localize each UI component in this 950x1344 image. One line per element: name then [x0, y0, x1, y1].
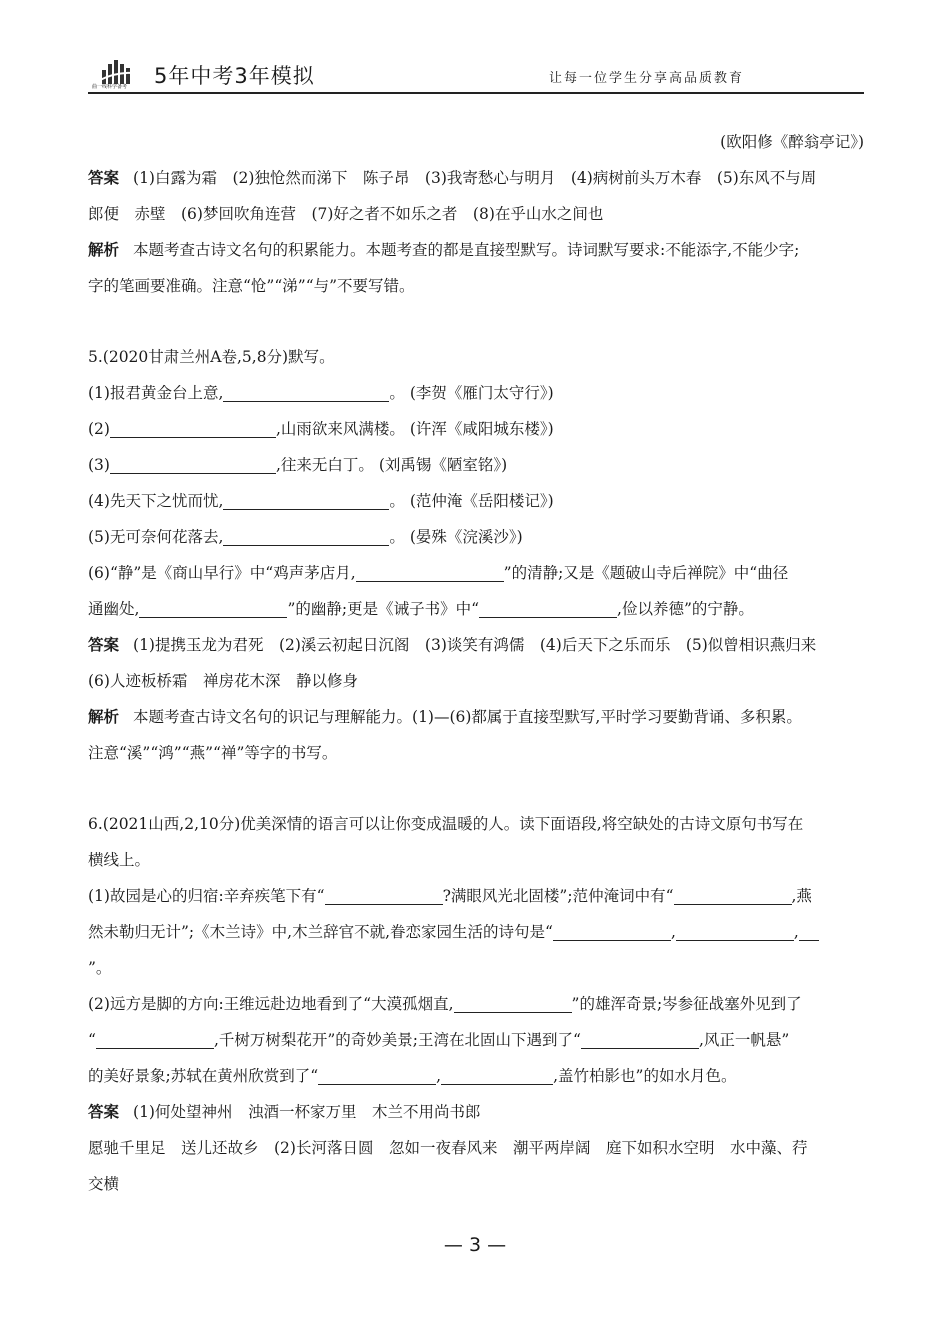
prev-analysis-line-1: 解析 本题考查古诗文名句的积累能力。本题考查的都是直接型默写。诗词默写要求:不能添字,不能少字;: [88, 241, 800, 259]
q6-answer-line-1: 答案 (1)何处望神州 浊酒一杯家万里 木兰不用尚书郎: [88, 1103, 481, 1121]
answer-blank[interactable]: [96, 1028, 214, 1049]
q6-stem-line-1: 6.(2021山西,2,10分)优美深情的语言可以让你变成温暖的人。读下面语段,将空缺处的古诗文原句书写在: [88, 815, 804, 833]
answer-blank[interactable]: [318, 1064, 436, 1085]
q5-item-2: (2) ,山雨欲来风满楼。 (许浑《咸阳城东楼》): [88, 411, 864, 447]
q6-part-1-cont: 然未勒归无计”;《木兰诗》中,木兰辞官不就,眷恋家园生活的诗句是“ , ,: [88, 914, 864, 950]
answer-blank[interactable]: [325, 884, 443, 905]
q6-part-2: (2)远方是脚的方向:王维远赴边地看到了“大漠孤烟直, ”的雄浑奇景;岑参征战塞外见到了: [88, 986, 864, 1022]
page-number: — 3 —: [443, 1234, 507, 1256]
q5-answer-line-2: (6)人迹板桥霜 禅房花木深 静以修身: [88, 672, 358, 690]
q5-item-5: (5)无可奈何花落去, 。 (晏殊《浣溪沙》): [88, 519, 864, 555]
q5-item-3: (3) ,往来无白丁。 (刘禹锡《陋室铭》): [88, 447, 864, 483]
q6-stem-line-2: 横线上。: [88, 851, 151, 869]
q5-item-4: (4)先天下之忧而忧, 。 (范仲淹《岳阳楼记》): [88, 483, 864, 519]
q6-part-1-end: ”。: [88, 959, 112, 977]
logo-caption: 曲一线科学备考: [92, 84, 128, 90]
answer-label: 答案: [88, 1103, 120, 1121]
answer-blank[interactable]: [553, 920, 671, 941]
q5-analysis-line-1: 解析 本题考查古诗文名句的识记与理解能力。(1)—(6)都属于直接型默写,平时学习要勤背诵、多积累。: [88, 708, 802, 726]
answer-blank[interactable]: [356, 561, 504, 582]
prev-answer-line-1: 答案 (1)白露为霜 (2)独怆然而涕下 陈子昂 (3)我寄愁心与明月 (4)病树前头万木春 (5)东风不与周: [88, 169, 817, 187]
q6-part-2-cont: “ ,千树万树梨花开”的奇妙美景;王湾在北固山下遇到了“ ,风正一帆悬”: [88, 1022, 864, 1058]
q5-answer-line-1: 答案 (1)提携玉龙为君死 (2)溪云初起日沉阁 (3)谈笑有鸿儒 (4)后天下之乐而乐 (5)似曾相识燕归来: [88, 636, 817, 654]
answer-blank[interactable]: [139, 597, 287, 618]
answer-label: 答案: [88, 169, 120, 187]
page-header: [88, 54, 864, 94]
answer-blank[interactable]: [110, 417, 276, 438]
answer-blank[interactable]: [674, 884, 792, 905]
answer-blank[interactable]: [110, 453, 276, 474]
q6-part-2-end: 的美好景象;苏轼在黄州欣赏到了“ , ,盖竹柏影也”的如水月色。: [88, 1058, 864, 1094]
answer-blank[interactable]: [223, 381, 389, 402]
q5-item-6: (6)“静”是《商山早行》中“鸡声茅店月, ”的清静;又是《题破山寺后禅院》中“曲径: [88, 555, 864, 591]
answer-blank[interactable]: [441, 1064, 553, 1085]
prev-answer-line-2: 郎便 赤壁 (6)梦回吹角连营 (7)好之者不如乐之者 (8)在乎山水之间也: [88, 205, 604, 223]
answer-blank[interactable]: [676, 920, 794, 941]
analysis-label: 解析: [88, 241, 120, 259]
q5-item-6-cont: 通幽处, ”的幽静;更是《诫子书》中“ ,俭以养德”的宁静。: [88, 591, 864, 627]
answer-blank[interactable]: [479, 597, 617, 618]
q5-item-1: (1)报君黄金台上意, 。 (李贺《雁门太守行》): [88, 375, 864, 411]
q5-stem: 5.(2020甘肃兰州A卷,5,8分)默写。: [88, 348, 335, 366]
analysis-label: 解析: [88, 708, 120, 726]
answer-blank[interactable]: [223, 489, 389, 510]
q5-analysis-line-2: 注意“溪”“鸿”“燕”“禅”等字的书写。: [88, 744, 338, 762]
answer-blank[interactable]: [581, 1028, 699, 1049]
answer-blank[interactable]: [799, 920, 819, 941]
q6-part-1: (1)故园是心的归宿:辛弃疾笔下有“ ?满眼风光北固楼”;范仲淹词中有“ ,燕: [88, 878, 864, 914]
source-citation: (欧阳修《醉翁亭记》): [720, 133, 864, 151]
prev-analysis-line-2: 字的笔画要准确。注意“怆”“涕”“与”不要写错。: [88, 277, 415, 295]
page-content: [88, 124, 864, 1202]
answer-blank[interactable]: [223, 525, 389, 546]
answer-blank[interactable]: [454, 992, 572, 1013]
q6-answer-line-3: 交横: [88, 1175, 120, 1193]
book-title: 5年中考3年模拟: [154, 64, 315, 88]
header-slogan: 让每一位学生分享高品质教育: [548, 71, 744, 86]
answer-label: 答案: [88, 636, 120, 654]
q6-answer-line-2: 愿驰千里足 送儿还故乡 (2)长河落日圆 忽如一夜春风来 潮平两岸阔 庭下如积水空明 水中藻、荇: [88, 1139, 808, 1157]
